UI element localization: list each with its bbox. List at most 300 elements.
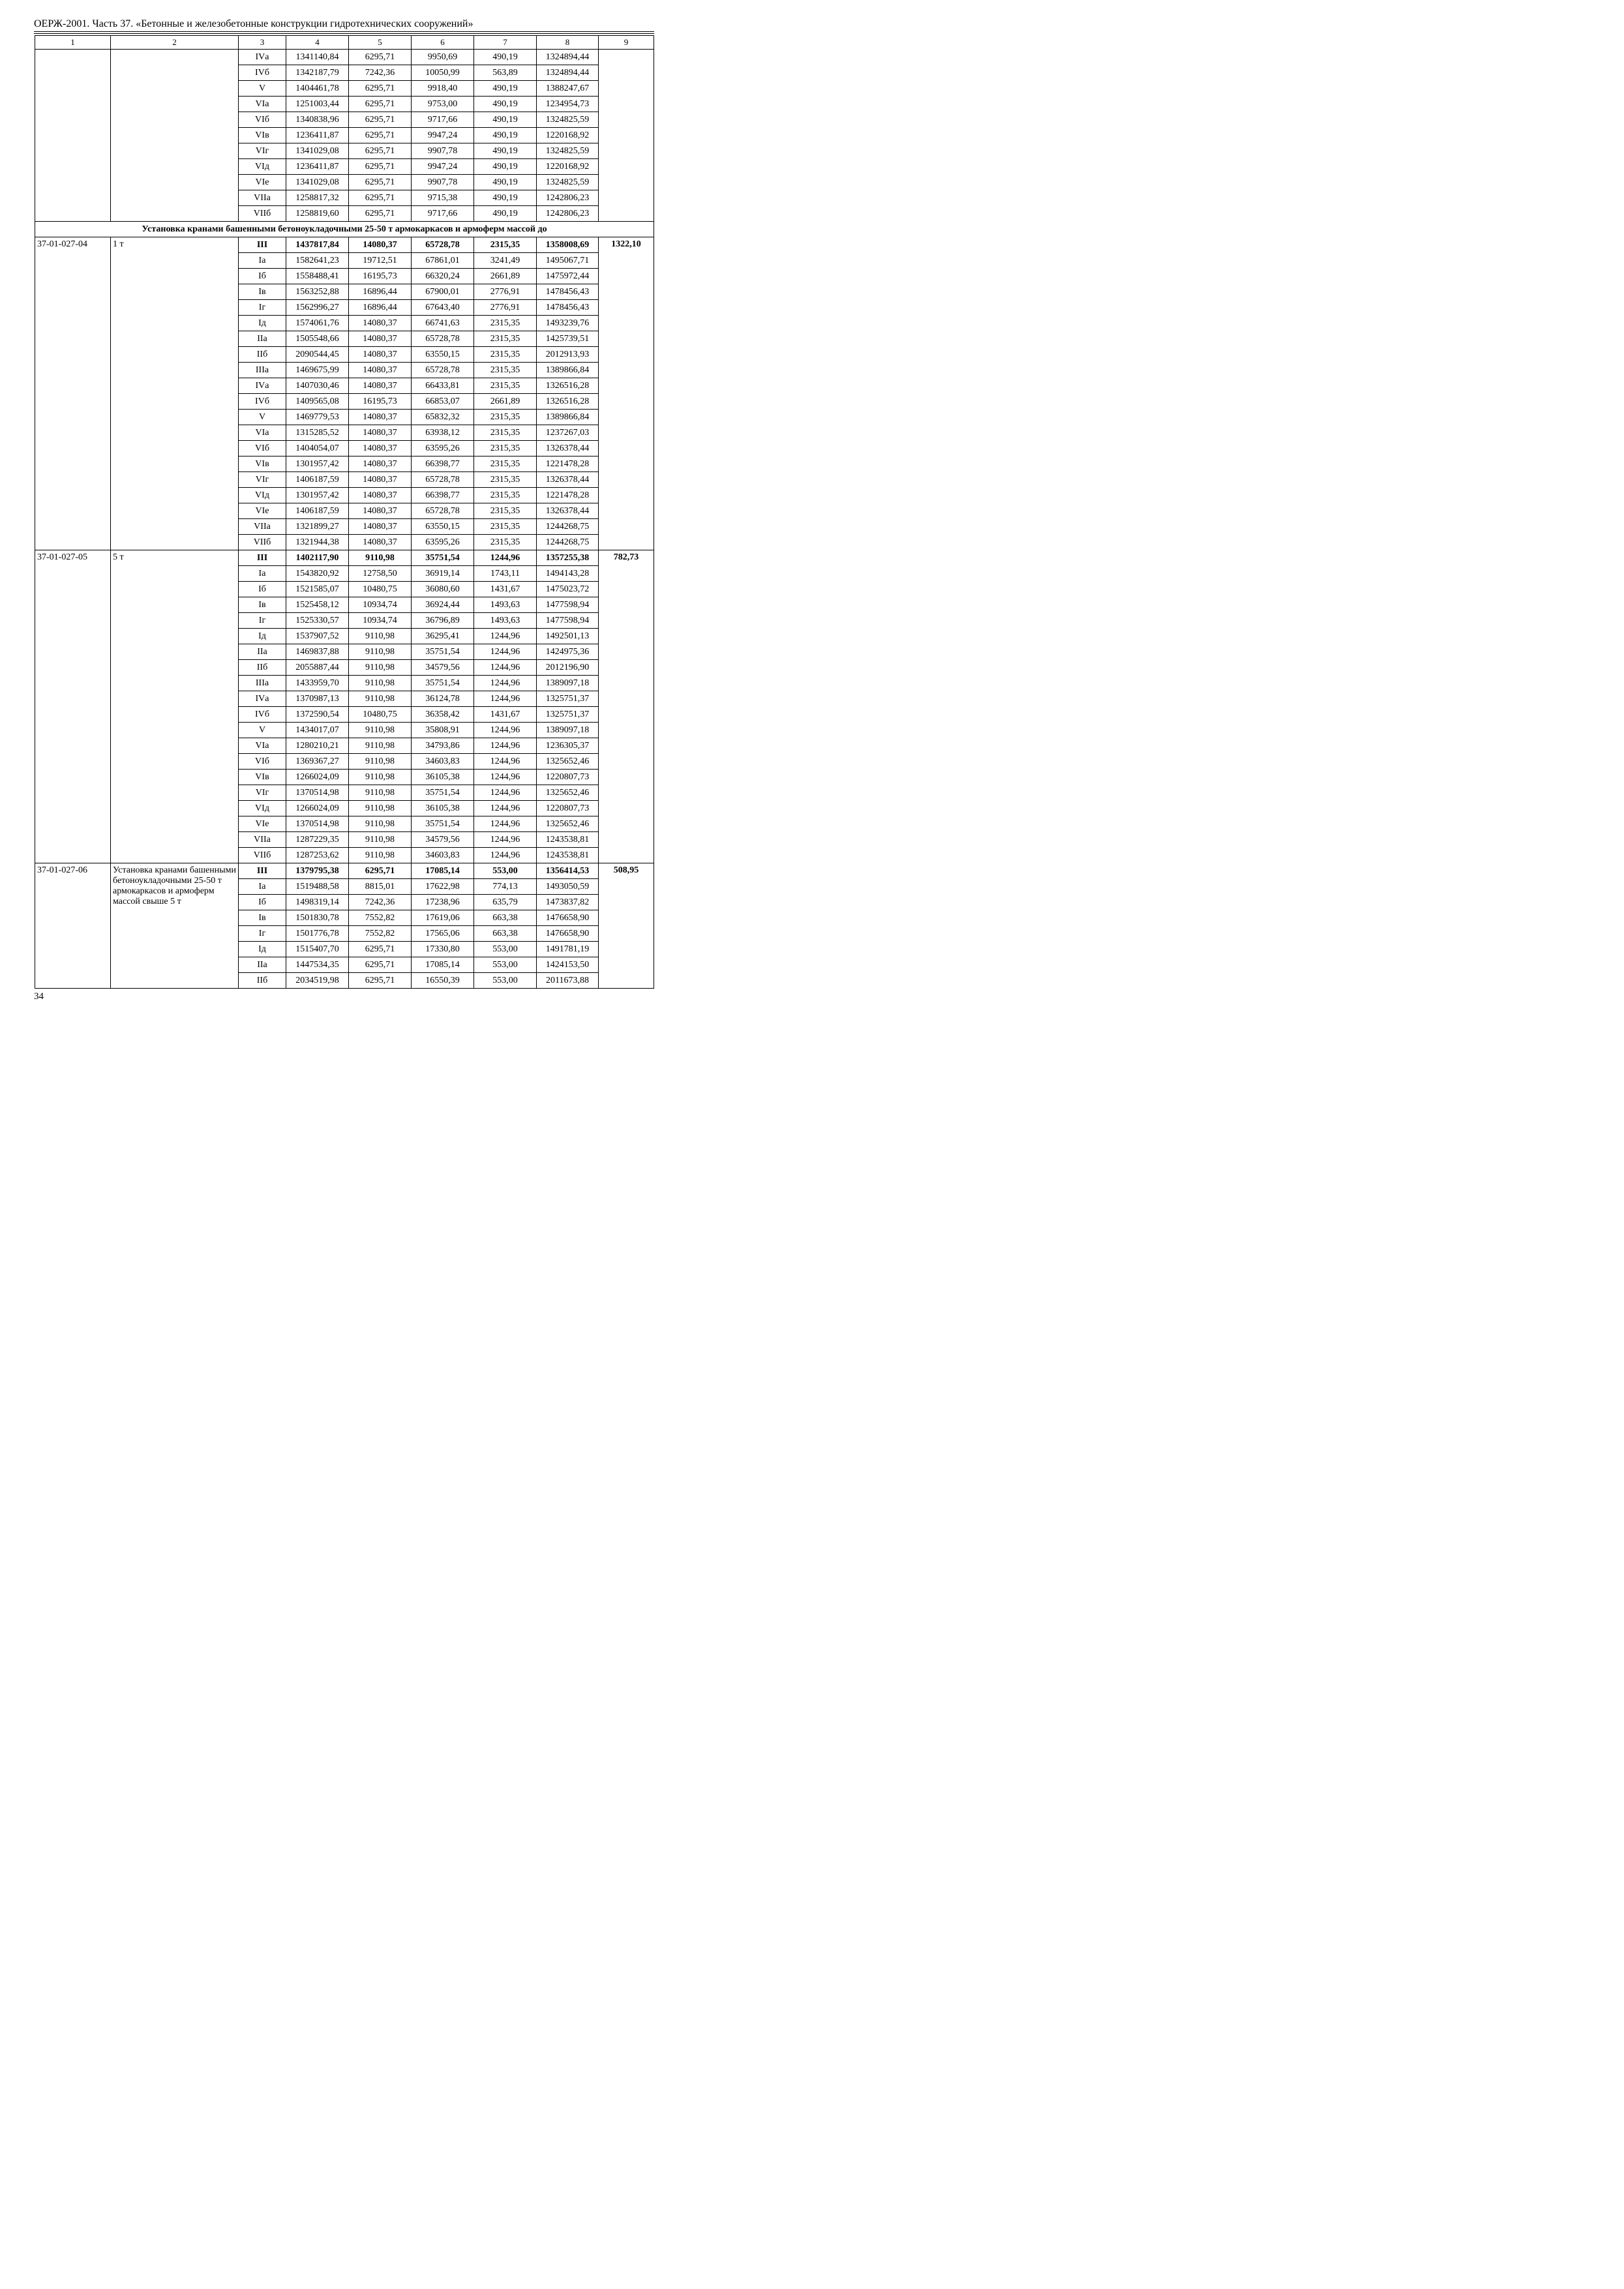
materials-cost-cell: 1475972,44 bbox=[537, 269, 599, 284]
wages-cell: 14080,37 bbox=[349, 237, 412, 253]
machine-cost-cell: 34793,86 bbox=[412, 738, 474, 754]
total-cost-cell: 1372590,54 bbox=[286, 707, 349, 723]
title-rule-bottom bbox=[34, 33, 654, 34]
zone-cell: VIе bbox=[239, 816, 286, 832]
machine-cost-cell: 65728,78 bbox=[412, 237, 474, 253]
materials-cost-cell: 1237267,03 bbox=[537, 425, 599, 441]
title-rule-top bbox=[34, 31, 654, 32]
wages-cell: 14080,37 bbox=[349, 425, 412, 441]
wages-cell: 6295,71 bbox=[349, 143, 412, 159]
machine-cost-cell: 35751,54 bbox=[412, 785, 474, 801]
section-title-row bbox=[35, 222, 654, 237]
zone-cell: VIд bbox=[239, 488, 286, 503]
operator-wages-cell: 490,19 bbox=[474, 190, 537, 206]
materials-cost-cell: 1492501,13 bbox=[537, 629, 599, 644]
operator-wages-cell: 490,19 bbox=[474, 81, 537, 97]
materials-cost-cell: 1389097,18 bbox=[537, 676, 599, 691]
wages-cell: 14080,37 bbox=[349, 363, 412, 378]
column-number-header: 3 bbox=[239, 36, 286, 50]
machine-cost-cell: 63550,15 bbox=[412, 347, 474, 363]
total-cost-cell: 1266024,09 bbox=[286, 770, 349, 785]
machine-cost-cell: 63550,15 bbox=[412, 519, 474, 535]
machine-cost-cell: 17085,14 bbox=[412, 957, 474, 973]
operator-wages-cell: 2315,35 bbox=[474, 456, 537, 472]
wages-cell: 9110,98 bbox=[349, 738, 412, 754]
total-cost-cell: 1404054,07 bbox=[286, 441, 349, 456]
operator-wages-cell: 1743,11 bbox=[474, 566, 537, 582]
zone-cell: Iа bbox=[239, 253, 286, 269]
materials-cost-cell: 1244268,75 bbox=[537, 535, 599, 550]
total-cost-cell: 1582641,23 bbox=[286, 253, 349, 269]
total-cost-cell: 1558488,41 bbox=[286, 269, 349, 284]
zone-cell: IVа bbox=[239, 691, 286, 707]
operator-wages-cell: 2661,89 bbox=[474, 269, 537, 284]
machine-cost-cell: 17565,06 bbox=[412, 926, 474, 942]
materials-cost-cell: 1242806,23 bbox=[537, 206, 599, 222]
operator-wages-cell: 2315,35 bbox=[474, 410, 537, 425]
rate-name: 5 т bbox=[111, 550, 239, 863]
machine-cost-cell: 9947,24 bbox=[412, 128, 474, 143]
wages-cell: 10480,75 bbox=[349, 582, 412, 597]
table-row bbox=[35, 863, 654, 879]
code-cell-empty bbox=[35, 50, 111, 222]
total-cost-cell: 1404461,78 bbox=[286, 81, 349, 97]
materials-cost-cell: 1234954,73 bbox=[537, 97, 599, 112]
machine-cost-cell: 65728,78 bbox=[412, 331, 474, 347]
page-title: ОЕРЖ-2001. Часть 37. «Бетонные и железобетонные конструкции гидротехнических сооружений» bbox=[34, 18, 474, 29]
total-cost-cell: 1370987,13 bbox=[286, 691, 349, 707]
materials-cost-cell: 1324825,59 bbox=[537, 112, 599, 128]
wages-cell: 6295,71 bbox=[349, 206, 412, 222]
total-cost-cell: 1251003,44 bbox=[286, 97, 349, 112]
materials-cost-cell: 1242806,23 bbox=[537, 190, 599, 206]
total-cost-cell: 1287229,35 bbox=[286, 832, 349, 848]
zone-cell: V bbox=[239, 410, 286, 425]
zone-cell: VIIа bbox=[239, 519, 286, 535]
wages-cell: 6295,71 bbox=[349, 942, 412, 957]
machine-cost-cell: 17622,98 bbox=[412, 879, 474, 895]
operator-wages-cell: 2315,35 bbox=[474, 503, 537, 519]
operator-wages-cell: 553,00 bbox=[474, 957, 537, 973]
zone-cell: IIIа bbox=[239, 676, 286, 691]
total-cost-cell: 1437817,84 bbox=[286, 237, 349, 253]
machine-cost-cell: 65728,78 bbox=[412, 503, 474, 519]
name-cell-empty bbox=[111, 50, 239, 222]
materials-cost-cell: 1475023,72 bbox=[537, 582, 599, 597]
total-cost-cell: 1543820,92 bbox=[286, 566, 349, 582]
zone-cell: Iа bbox=[239, 566, 286, 582]
operator-wages-cell: 490,19 bbox=[474, 112, 537, 128]
rate-coefficient: 508,95 bbox=[599, 863, 654, 989]
total-cost-cell: 1369367,27 bbox=[286, 754, 349, 770]
zone-cell: VIIб bbox=[239, 848, 286, 863]
total-cost-cell: 1370514,98 bbox=[286, 816, 349, 832]
machine-cost-cell: 67861,01 bbox=[412, 253, 474, 269]
total-cost-cell: 1433959,70 bbox=[286, 676, 349, 691]
machine-cost-cell: 36919,14 bbox=[412, 566, 474, 582]
materials-cost-cell: 1424975,36 bbox=[537, 644, 599, 660]
materials-cost-cell: 1476658,90 bbox=[537, 926, 599, 942]
materials-cost-cell: 1478456,43 bbox=[537, 284, 599, 300]
zone-cell: VIа bbox=[239, 425, 286, 441]
total-cost-cell: 1236411,87 bbox=[286, 128, 349, 143]
machine-cost-cell: 9918,40 bbox=[412, 81, 474, 97]
operator-wages-cell: 1244,96 bbox=[474, 785, 537, 801]
wages-cell: 16195,73 bbox=[349, 269, 412, 284]
materials-cost-cell: 1220168,92 bbox=[537, 159, 599, 175]
total-cost-cell: 1341140,84 bbox=[286, 50, 349, 65]
column-number-header: 1 bbox=[35, 36, 111, 50]
total-cost-cell: 1287253,62 bbox=[286, 848, 349, 863]
section-title: Установка кранами башенными бетоноукладочными 25-50 т армокаркасов и армоферм массой до bbox=[35, 222, 654, 237]
materials-cost-cell: 1477598,94 bbox=[537, 597, 599, 613]
rate-name: 1 т bbox=[111, 237, 239, 550]
operator-wages-cell: 635,79 bbox=[474, 895, 537, 910]
operator-wages-cell: 553,00 bbox=[474, 973, 537, 989]
total-cost-cell: 1501830,78 bbox=[286, 910, 349, 926]
total-cost-cell: 1402117,90 bbox=[286, 550, 349, 566]
materials-cost-cell: 1220807,73 bbox=[537, 801, 599, 816]
materials-cost-cell: 1326378,44 bbox=[537, 503, 599, 519]
zone-cell: Iд bbox=[239, 629, 286, 644]
operator-wages-cell: 2315,35 bbox=[474, 331, 537, 347]
wages-cell: 8815,01 bbox=[349, 879, 412, 895]
zone-cell: VIб bbox=[239, 112, 286, 128]
column-number-header: 2 bbox=[111, 36, 239, 50]
machine-cost-cell: 65728,78 bbox=[412, 363, 474, 378]
machine-cost-cell: 17619,06 bbox=[412, 910, 474, 926]
machine-cost-cell: 10050,99 bbox=[412, 65, 474, 81]
operator-wages-cell: 2315,35 bbox=[474, 519, 537, 535]
zone-cell: VIа bbox=[239, 97, 286, 112]
materials-cost-cell: 1495067,71 bbox=[537, 253, 599, 269]
zone-cell: Iв bbox=[239, 910, 286, 926]
operator-wages-cell: 663,38 bbox=[474, 926, 537, 942]
rate-name: Установка кранами башенными бетоноукладочными 25-50 т армокаркасов и армоферм массой свыше 5 т bbox=[111, 863, 239, 989]
machine-cost-cell: 35808,91 bbox=[412, 723, 474, 738]
zone-cell: VIг bbox=[239, 472, 286, 488]
operator-wages-cell: 1493,63 bbox=[474, 597, 537, 613]
operator-wages-cell: 2315,35 bbox=[474, 378, 537, 394]
materials-cost-cell: 1493239,76 bbox=[537, 316, 599, 331]
operator-wages-cell: 1431,67 bbox=[474, 582, 537, 597]
zone-cell: Iа bbox=[239, 879, 286, 895]
machine-cost-cell: 67643,40 bbox=[412, 300, 474, 316]
zone-cell: VIд bbox=[239, 159, 286, 175]
wages-cell: 9110,98 bbox=[349, 723, 412, 738]
total-cost-cell: 1434017,07 bbox=[286, 723, 349, 738]
wages-cell: 14080,37 bbox=[349, 535, 412, 550]
operator-wages-cell: 553,00 bbox=[474, 942, 537, 957]
zone-cell: IVб bbox=[239, 707, 286, 723]
operator-wages-cell: 2661,89 bbox=[474, 394, 537, 410]
wages-cell: 6295,71 bbox=[349, 973, 412, 989]
operator-wages-cell: 490,19 bbox=[474, 97, 537, 112]
materials-cost-cell: 2012196,90 bbox=[537, 660, 599, 676]
operator-wages-cell: 490,19 bbox=[474, 175, 537, 190]
zone-cell: III bbox=[239, 863, 286, 879]
wages-cell: 6295,71 bbox=[349, 81, 412, 97]
operator-wages-cell: 663,38 bbox=[474, 910, 537, 926]
total-cost-cell: 1258819,60 bbox=[286, 206, 349, 222]
operator-wages-cell: 2315,35 bbox=[474, 441, 537, 456]
rates-table bbox=[35, 35, 654, 989]
wages-cell: 6295,71 bbox=[349, 97, 412, 112]
wages-cell: 6295,71 bbox=[349, 175, 412, 190]
total-cost-cell: 1519488,58 bbox=[286, 879, 349, 895]
machine-cost-cell: 66741,63 bbox=[412, 316, 474, 331]
zone-cell: IVб bbox=[239, 394, 286, 410]
zone-cell: VIв bbox=[239, 770, 286, 785]
total-cost-cell: 1469779,53 bbox=[286, 410, 349, 425]
zone-cell: IIIа bbox=[239, 363, 286, 378]
materials-cost-cell: 1325652,46 bbox=[537, 754, 599, 770]
operator-wages-cell: 1244,96 bbox=[474, 754, 537, 770]
machine-cost-cell: 35751,54 bbox=[412, 676, 474, 691]
wages-cell: 9110,98 bbox=[349, 754, 412, 770]
operator-wages-cell: 563,89 bbox=[474, 65, 537, 81]
machine-cost-cell: 34579,56 bbox=[412, 832, 474, 848]
machine-cost-cell: 9717,66 bbox=[412, 112, 474, 128]
operator-wages-cell: 2315,35 bbox=[474, 472, 537, 488]
total-cost-cell: 1498319,14 bbox=[286, 895, 349, 910]
materials-cost-cell: 1243538,81 bbox=[537, 848, 599, 863]
wages-cell: 9110,98 bbox=[349, 691, 412, 707]
operator-wages-cell: 1244,96 bbox=[474, 801, 537, 816]
wages-cell: 6295,71 bbox=[349, 190, 412, 206]
total-cost-cell: 1258817,32 bbox=[286, 190, 349, 206]
total-cost-cell: 1505548,66 bbox=[286, 331, 349, 347]
total-cost-cell: 1321899,27 bbox=[286, 519, 349, 535]
machine-cost-cell: 66320,24 bbox=[412, 269, 474, 284]
materials-cost-cell: 1389866,84 bbox=[537, 410, 599, 425]
wages-cell: 9110,98 bbox=[349, 832, 412, 848]
machine-cost-cell: 9950,69 bbox=[412, 50, 474, 65]
machine-cost-cell: 65728,78 bbox=[412, 472, 474, 488]
materials-cost-cell: 1326378,44 bbox=[537, 441, 599, 456]
materials-cost-cell: 1493050,59 bbox=[537, 879, 599, 895]
zone-cell: VIIб bbox=[239, 535, 286, 550]
materials-cost-cell: 1326378,44 bbox=[537, 472, 599, 488]
total-cost-cell: 1563252,88 bbox=[286, 284, 349, 300]
materials-cost-cell: 1358008,69 bbox=[537, 237, 599, 253]
wages-cell: 10934,74 bbox=[349, 597, 412, 613]
table-row bbox=[35, 550, 654, 566]
operator-wages-cell: 1244,96 bbox=[474, 832, 537, 848]
column-number-row bbox=[35, 36, 654, 50]
materials-cost-cell: 1356414,53 bbox=[537, 863, 599, 879]
materials-cost-cell: 1324894,44 bbox=[537, 50, 599, 65]
materials-cost-cell: 1477598,94 bbox=[537, 613, 599, 629]
total-cost-cell: 1379795,38 bbox=[286, 863, 349, 879]
operator-wages-cell: 1493,63 bbox=[474, 613, 537, 629]
materials-cost-cell: 1478456,43 bbox=[537, 300, 599, 316]
zone-cell: VIа bbox=[239, 738, 286, 754]
operator-wages-cell: 553,00 bbox=[474, 863, 537, 879]
materials-cost-cell: 1357255,38 bbox=[537, 550, 599, 566]
machine-cost-cell: 35751,54 bbox=[412, 644, 474, 660]
total-cost-cell: 1266024,09 bbox=[286, 801, 349, 816]
table-row bbox=[35, 237, 654, 253]
column-number-header: 8 bbox=[537, 36, 599, 50]
machine-cost-cell: 66398,77 bbox=[412, 456, 474, 472]
zone-cell: IIб bbox=[239, 660, 286, 676]
wages-cell: 6295,71 bbox=[349, 159, 412, 175]
rates-table-body bbox=[35, 36, 654, 989]
operator-wages-cell: 490,19 bbox=[474, 128, 537, 143]
wages-cell: 6295,71 bbox=[349, 128, 412, 143]
total-cost-cell: 1521585,07 bbox=[286, 582, 349, 597]
machine-cost-cell: 17238,96 bbox=[412, 895, 474, 910]
operator-wages-cell: 2315,35 bbox=[474, 488, 537, 503]
operator-wages-cell: 2776,91 bbox=[474, 284, 537, 300]
zone-cell: VIв bbox=[239, 456, 286, 472]
wages-cell: 9110,98 bbox=[349, 660, 412, 676]
zone-cell: Iг bbox=[239, 926, 286, 942]
zone-cell: VIIа bbox=[239, 190, 286, 206]
materials-cost-cell: 1389097,18 bbox=[537, 723, 599, 738]
total-cost-cell: 1321944,38 bbox=[286, 535, 349, 550]
operator-wages-cell: 490,19 bbox=[474, 50, 537, 65]
wages-cell: 9110,98 bbox=[349, 770, 412, 785]
zone-cell: VIIб bbox=[239, 206, 286, 222]
wages-cell: 6295,71 bbox=[349, 112, 412, 128]
zone-cell: Iв bbox=[239, 597, 286, 613]
total-cost-cell: 1409565,08 bbox=[286, 394, 349, 410]
wages-cell: 9110,98 bbox=[349, 785, 412, 801]
total-cost-cell: 1406187,59 bbox=[286, 472, 349, 488]
operator-wages-cell: 1244,96 bbox=[474, 816, 537, 832]
total-cost-cell: 1562996,27 bbox=[286, 300, 349, 316]
wages-cell: 16896,44 bbox=[349, 284, 412, 300]
wages-cell: 9110,98 bbox=[349, 848, 412, 863]
wages-cell: 14080,37 bbox=[349, 488, 412, 503]
wages-cell: 9110,98 bbox=[349, 676, 412, 691]
zone-cell: IIа bbox=[239, 331, 286, 347]
page-number: 34 bbox=[34, 991, 44, 1002]
total-cost-cell: 1370514,98 bbox=[286, 785, 349, 801]
total-cost-cell: 1447534,35 bbox=[286, 957, 349, 973]
materials-cost-cell: 1324894,44 bbox=[537, 65, 599, 81]
operator-wages-cell: 2776,91 bbox=[474, 300, 537, 316]
wages-cell: 7242,36 bbox=[349, 895, 412, 910]
wages-cell: 9110,98 bbox=[349, 644, 412, 660]
wages-cell: 16195,73 bbox=[349, 394, 412, 410]
materials-cost-cell: 1389866,84 bbox=[537, 363, 599, 378]
zone-cell: IIб bbox=[239, 347, 286, 363]
zone-cell: Iг bbox=[239, 300, 286, 316]
operator-wages-cell: 2315,35 bbox=[474, 363, 537, 378]
zone-cell: VIе bbox=[239, 175, 286, 190]
rate-coefficient: 782,73 bbox=[599, 550, 654, 863]
machine-cost-cell: 66853,07 bbox=[412, 394, 474, 410]
total-cost-cell: 1525458,12 bbox=[286, 597, 349, 613]
column-number-header: 7 bbox=[474, 36, 537, 50]
wages-cell: 9110,98 bbox=[349, 801, 412, 816]
wages-cell: 14080,37 bbox=[349, 456, 412, 472]
materials-cost-cell: 1491781,19 bbox=[537, 942, 599, 957]
column-number-header: 5 bbox=[349, 36, 412, 50]
materials-cost-cell: 1220807,73 bbox=[537, 770, 599, 785]
materials-cost-cell: 1220168,92 bbox=[537, 128, 599, 143]
total-cost-cell: 2055887,44 bbox=[286, 660, 349, 676]
materials-cost-cell: 1325652,46 bbox=[537, 816, 599, 832]
zone-cell: VIв bbox=[239, 128, 286, 143]
zone-cell: IVа bbox=[239, 378, 286, 394]
operator-wages-cell: 2315,35 bbox=[474, 425, 537, 441]
machine-cost-cell: 34603,83 bbox=[412, 754, 474, 770]
coefficient-cell-empty bbox=[599, 50, 654, 222]
total-cost-cell: 1342187,79 bbox=[286, 65, 349, 81]
machine-cost-cell: 9907,78 bbox=[412, 143, 474, 159]
materials-cost-cell: 1236305,37 bbox=[537, 738, 599, 754]
total-cost-cell: 1340838,96 bbox=[286, 112, 349, 128]
wages-cell: 7242,36 bbox=[349, 65, 412, 81]
wages-cell: 10480,75 bbox=[349, 707, 412, 723]
zone-cell: III bbox=[239, 237, 286, 253]
machine-cost-cell: 36080,60 bbox=[412, 582, 474, 597]
zone-cell: IVа bbox=[239, 50, 286, 65]
machine-cost-cell: 34603,83 bbox=[412, 848, 474, 863]
operator-wages-cell: 1244,96 bbox=[474, 738, 537, 754]
machine-cost-cell: 63938,12 bbox=[412, 425, 474, 441]
machine-cost-cell: 66398,77 bbox=[412, 488, 474, 503]
total-cost-cell: 1469837,88 bbox=[286, 644, 349, 660]
materials-cost-cell: 1473837,82 bbox=[537, 895, 599, 910]
machine-cost-cell: 17330,80 bbox=[412, 942, 474, 957]
wages-cell: 14080,37 bbox=[349, 347, 412, 363]
materials-cost-cell: 1221478,28 bbox=[537, 456, 599, 472]
zone-cell: V bbox=[239, 723, 286, 738]
zone-cell: VIб bbox=[239, 754, 286, 770]
materials-cost-cell: 2011673,88 bbox=[537, 973, 599, 989]
machine-cost-cell: 63595,26 bbox=[412, 535, 474, 550]
machine-cost-cell: 36295,41 bbox=[412, 629, 474, 644]
table-row bbox=[35, 50, 654, 65]
rate-coefficient: 1322,10 bbox=[599, 237, 654, 550]
wages-cell: 14080,37 bbox=[349, 410, 412, 425]
wages-cell: 9110,98 bbox=[349, 550, 412, 566]
wages-cell: 7552,82 bbox=[349, 910, 412, 926]
total-cost-cell: 1236411,87 bbox=[286, 159, 349, 175]
machine-cost-cell: 63595,26 bbox=[412, 441, 474, 456]
wages-cell: 10934,74 bbox=[349, 613, 412, 629]
materials-cost-cell: 1324825,59 bbox=[537, 143, 599, 159]
total-cost-cell: 1574061,76 bbox=[286, 316, 349, 331]
machine-cost-cell: 9717,66 bbox=[412, 206, 474, 222]
machine-cost-cell: 34579,56 bbox=[412, 660, 474, 676]
wages-cell: 16896,44 bbox=[349, 300, 412, 316]
materials-cost-cell: 1476658,90 bbox=[537, 910, 599, 926]
materials-cost-cell: 1243538,81 bbox=[537, 832, 599, 848]
operator-wages-cell: 1244,96 bbox=[474, 723, 537, 738]
total-cost-cell: 1301957,42 bbox=[286, 456, 349, 472]
total-cost-cell: 1469675,99 bbox=[286, 363, 349, 378]
wages-cell: 6295,71 bbox=[349, 50, 412, 65]
zone-cell: Iб bbox=[239, 895, 286, 910]
machine-cost-cell: 36105,38 bbox=[412, 770, 474, 785]
materials-cost-cell: 1494143,28 bbox=[537, 566, 599, 582]
operator-wages-cell: 2315,35 bbox=[474, 347, 537, 363]
operator-wages-cell: 1244,96 bbox=[474, 676, 537, 691]
machine-cost-cell: 36924,44 bbox=[412, 597, 474, 613]
machine-cost-cell: 35751,54 bbox=[412, 816, 474, 832]
materials-cost-cell: 1326516,28 bbox=[537, 394, 599, 410]
materials-cost-cell: 1221478,28 bbox=[537, 488, 599, 503]
wages-cell: 9110,98 bbox=[349, 816, 412, 832]
machine-cost-cell: 36124,78 bbox=[412, 691, 474, 707]
materials-cost-cell: 1425739,51 bbox=[537, 331, 599, 347]
